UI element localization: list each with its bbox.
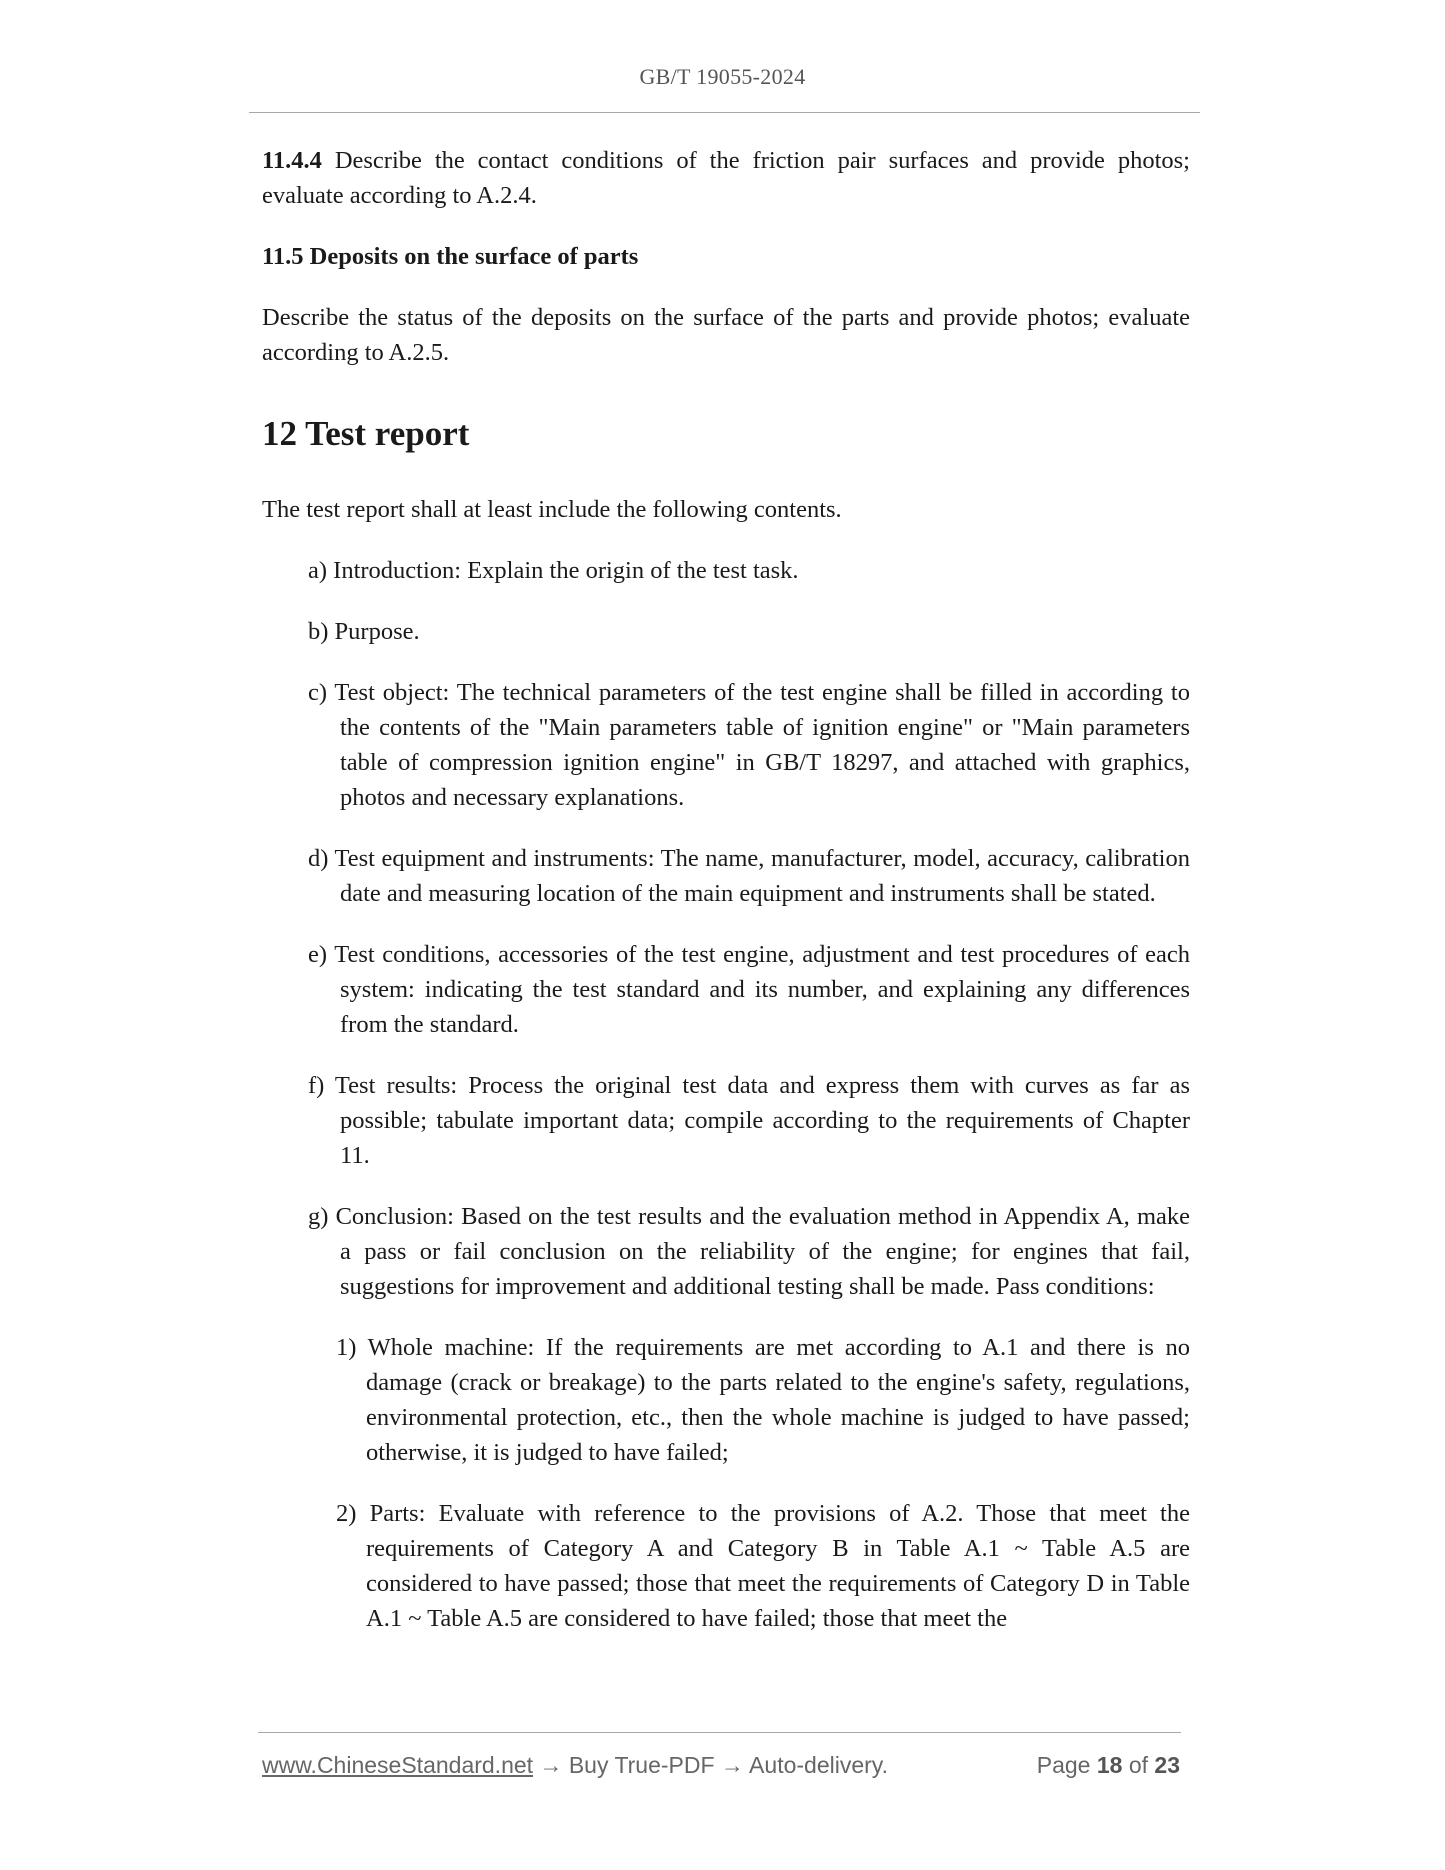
page-label: Page — [1036, 1752, 1091, 1778]
list-item: c) Test object: The technical parameters of the test engine shall be filled in according to the contents of the "Main parameters table of ignition engine" or "Main parameters table of compression ignition engine" in GB/T 18297, and attached with graphics, photos and necessary explanations. — [308, 679, 1190, 811]
heading-11-5: 11.5 Deposits on the surface of parts — [262, 243, 639, 270]
list-item: b) Purpose. — [308, 618, 420, 645]
document-body — [262, 143, 1190, 1636]
page-footer — [262, 1752, 1180, 1779]
running-header: GB/T 19055-2024 — [639, 64, 806, 89]
page-total: 23 — [1154, 1752, 1180, 1778]
paragraph-11-4-4 — [262, 143, 1190, 213]
page-current: 18 — [1096, 1752, 1123, 1778]
heading-12: 12 Test report — [262, 414, 470, 453]
clause-text: Describe the contact conditions of the friction pair surfaces and provide photos; evaluate according to A.2.4. — [262, 147, 1190, 209]
page-of-label: of — [1128, 1752, 1149, 1778]
footer-tagline: → Buy True-PDF → Auto-delivery. — [533, 1752, 888, 1778]
paragraph-11-5: Describe the status of the deposits on the surface of the parts and provide photos; evaluate according to A.2.5. — [262, 304, 1190, 366]
report-contents-list — [308, 553, 1190, 1304]
list-item: a) Introduction: Explain the origin of the test task. — [308, 557, 799, 584]
sub-list-item: 1) Whole machine: If the requirements are met according to A.1 and there is no damage (crack or breakage) to the parts related to the engine's safety, regulations, environmental protection, etc., then the whole machine is judged to have passed; otherwise, it is judged to have failed; — [336, 1334, 1190, 1466]
paragraph-12-intro: The test report shall at least include the following contents. — [262, 496, 842, 523]
footer-divider — [258, 1732, 1181, 1733]
list-item: e) Test conditions, accessories of the test engine, adjustment and test procedures of each system: indicating the test standard and its number, and explaining any differences from the standard. — [308, 941, 1190, 1038]
page-indicator — [1037, 1752, 1180, 1779]
clause-number: 11.4.4 — [262, 147, 322, 174]
website-link[interactable]: www.ChineseStandard.net — [262, 1752, 534, 1778]
list-item: d) Test equipment and instruments: The name, manufacturer, model, accuracy, calibration date and measuring location of the main equipment and instruments shall be stated. — [308, 845, 1190, 907]
header-divider — [249, 112, 1200, 113]
list-item: g) Conclusion: Based on the test results and the evaluation method in Appendix A, make a pass or fail conclusion on the reliability of the engine; for engines that fail, suggestions for improvement and additional testing shall be made. Pass conditions: — [308, 1203, 1190, 1300]
list-item: f) Test results: Process the original test data and express them with curves as far as possible; tabulate important data; compile according to the requirements of Chapter 11. — [308, 1072, 1190, 1169]
pass-conditions-list — [336, 1330, 1190, 1636]
sub-list-item: 2) Parts: Evaluate with reference to the provisions of A.2. Those that meet the requirements of Category A and Category B in Table A.1 ~ Table A.5 are considered to have passed; those that meet the requirements of Category D in Table A.1 ~ Table A.5 are considered to have failed; those that meet the — [336, 1500, 1190, 1632]
